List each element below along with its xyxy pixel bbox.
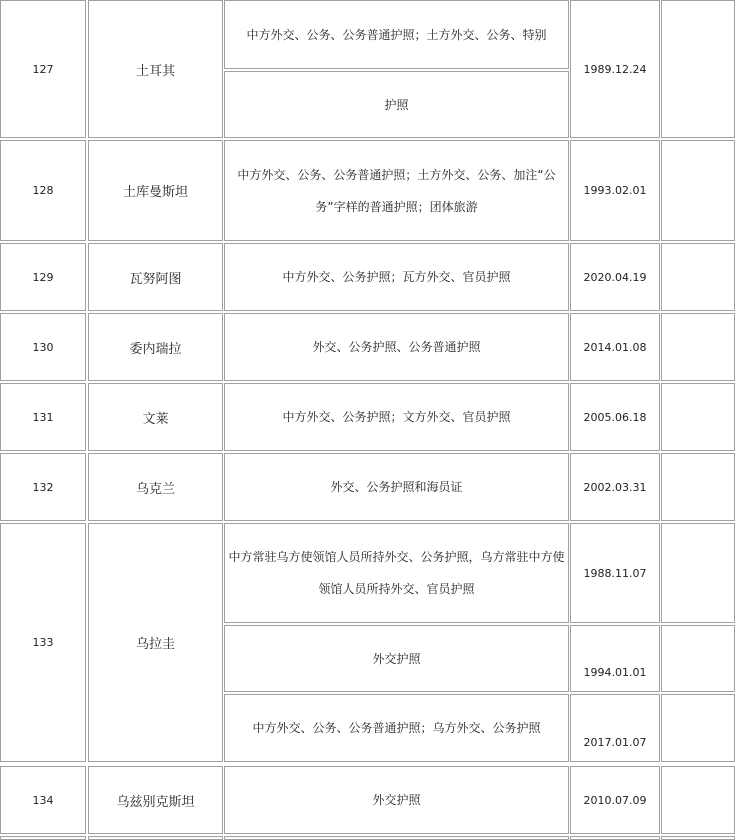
next-row-stub [570,836,660,840]
row-133-country: 乌拉圭 [88,523,223,762]
row-133-remark-3 [661,694,735,762]
row-130-country: 委内瑞拉 [88,313,223,381]
next-row-stub [224,836,569,840]
next-row-stub [0,836,86,840]
row-128-remark [661,140,735,241]
row-132-content: 外交、公务护照和海员证 [224,453,569,521]
row-130-content: 外交、公务护照、公务普通护照 [224,313,569,381]
row-134-number: 134 [0,766,86,834]
row-133-content-1: 中方常驻乌方使领馆人员所持外交、公务护照，乌方常驻中方使领馆人员所持外交、官员护照 [224,523,569,623]
row-133-remark-2 [661,625,735,692]
row-134-country: 乌兹别克斯坦 [88,766,223,834]
row-133-number: 133 [0,523,86,762]
row-131-country: 文莱 [88,383,223,451]
row-129-content: 中方外交、公务护照；瓦方外交、官员护照 [224,243,569,311]
row-132-date: 2002.03.31 [570,453,660,521]
row-131-content: 中方外交、公务护照；文方外交、官员护照 [224,383,569,451]
row-127-remark [661,0,735,138]
row-133-content-2: 外交护照 [224,625,569,692]
row-127-country: 土耳其 [88,0,223,138]
row-128-date: 1993.02.01 [570,140,660,241]
row-129-country: 瓦努阿图 [88,243,223,311]
row-127-date: 1989.12.24 [570,0,660,138]
row-133-date-3: 2017.01.07 [570,694,660,762]
row-127-content-1: 中方外交、公务、公务普通护照；土方外交、公务、特别 [224,0,569,69]
row-130-remark [661,313,735,381]
row-131-number: 131 [0,383,86,451]
row-129-remark [661,243,735,311]
row-134-date: 2010.07.09 [570,766,660,834]
next-row-stub [88,836,223,840]
row-128-country: 土库曼斯坦 [88,140,223,241]
row-131-remark [661,383,735,451]
row-128-content: 中方外交、公务、公务普通护照；土方外交、公务、加注“公务”字样的普通护照；团体旅游 [224,140,569,241]
row-131-date: 2005.06.18 [570,383,660,451]
row-133-remark-1 [661,523,735,623]
row-133-date-2: 1994.01.01 [570,625,660,692]
row-134-content: 外交护照 [224,766,569,834]
row-132-number: 132 [0,453,86,521]
row-127-number: 127 [0,0,86,138]
row-127-content-2: 护照 [224,71,569,138]
row-130-date: 2014.01.08 [570,313,660,381]
row-132-country: 乌克兰 [88,453,223,521]
row-129-number: 129 [0,243,86,311]
next-row-stub [661,836,735,840]
row-129-date: 2020.04.19 [570,243,660,311]
row-130-number: 130 [0,313,86,381]
row-128-number: 128 [0,140,86,241]
row-133-date-1: 1988.11.07 [570,523,660,623]
row-134-remark [661,766,735,834]
row-132-remark [661,453,735,521]
row-133-content-3: 中方外交、公务、公务普通护照；乌方外交、公务护照 [224,694,569,762]
